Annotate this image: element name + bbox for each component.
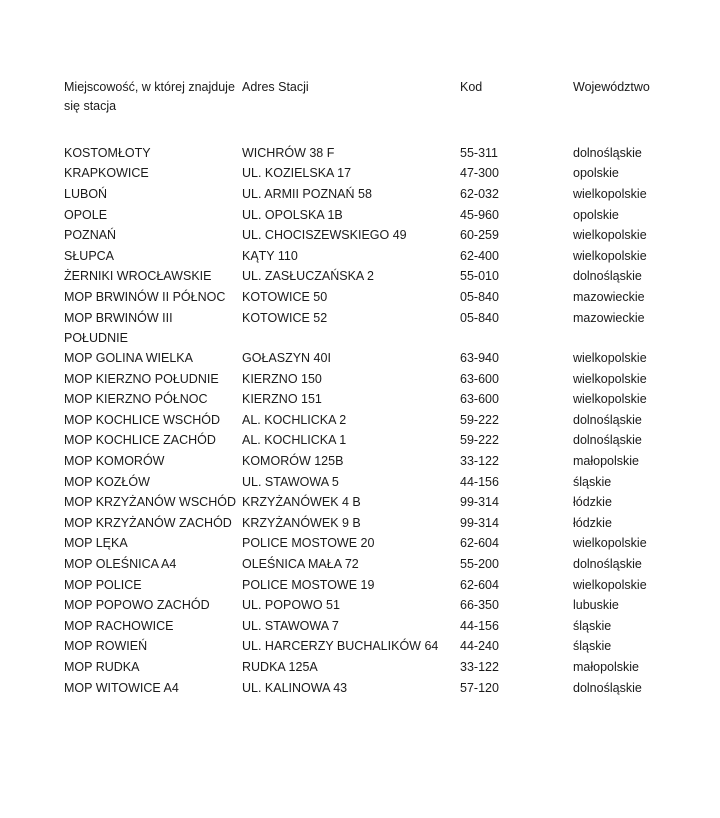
cell-code: 33-122 — [460, 453, 499, 468]
cell-code: 47-300 — [460, 166, 499, 181]
cell-town: ŻERNIKI WROCŁAWSKIE — [64, 269, 212, 284]
cell-code: 62-604 — [460, 536, 499, 551]
cell-code: 59-222 — [460, 433, 499, 448]
cell-voivodeship: wielkopolskie — [573, 351, 647, 365]
cell-voivodeship: dolnośląskie — [573, 556, 642, 571]
cell-code: 33-122 — [460, 659, 499, 674]
cell-address: POLICE MOSTOWE 20 — [242, 536, 375, 551]
table-row — [64, 492, 720, 513]
table-row — [64, 163, 720, 184]
table-header — [64, 78, 720, 143]
cell-address: UL. STAWOWA 5 — [242, 474, 339, 489]
cell-town: MOP OLEŚNICA A4 — [64, 556, 177, 571]
cell-address: POLICE MOSTOWE 19 — [242, 577, 375, 592]
table-row — [64, 287, 720, 308]
cell-code: 57-120 — [460, 680, 499, 695]
table-row — [64, 533, 720, 554]
cell-town: LUBOŃ — [64, 186, 108, 201]
cell-town: MOP WITOWICE A4 — [64, 680, 179, 695]
cell-code: 44-240 — [460, 639, 499, 654]
cell-address: KOMORÓW 125B — [242, 453, 344, 468]
table-row — [64, 369, 720, 390]
cell-voivodeship: mazowieckie — [573, 310, 645, 325]
cell-address: UL. ZASŁUCZAŃSKA 2 — [242, 269, 374, 284]
cell-town: POZNAŃ — [64, 228, 117, 243]
cell-address: KIERZNO 150 — [242, 371, 322, 386]
cell-voivodeship: wielkopolskie — [573, 228, 647, 243]
cell-voivodeship: wielkopolskie — [573, 536, 647, 551]
cell-address: AL. KOCHLICKA 2 — [242, 412, 347, 427]
cell-address: UL. KOZIELSKA 17 — [242, 166, 352, 181]
cell-address: KRZYŻANÓWEK 9 B — [242, 515, 361, 530]
cell-voivodeship: dolnośląskie — [573, 433, 642, 448]
cell-code: 62-604 — [460, 577, 499, 592]
cell-code: 44-156 — [460, 618, 499, 633]
cell-code: 62-032 — [460, 186, 499, 201]
table-row — [64, 616, 720, 637]
table-row — [64, 246, 720, 267]
cell-voivodeship: małopolskie — [573, 453, 640, 468]
cell-code: 63-600 — [460, 371, 499, 386]
cell-town: MOP POPOWO ZACHÓD — [64, 598, 210, 613]
stations-table — [64, 78, 720, 698]
cell-town: SŁUPCA — [64, 248, 115, 263]
table-row — [64, 554, 720, 575]
column-header-voivodeship: Województwo — [573, 80, 650, 94]
cell-address: KĄTY 110 — [242, 248, 298, 263]
table-row — [64, 513, 720, 534]
cell-code: 05-840 — [460, 310, 499, 325]
column-header-address: Adres Stacji — [242, 80, 309, 94]
cell-address: UL. KALINOWA 43 — [242, 680, 348, 695]
cell-town: KRAPKOWICE — [64, 166, 149, 181]
cell-voivodeship: łódzkie — [573, 495, 612, 510]
cell-voivodeship: dolnośląskie — [573, 412, 642, 427]
table-row — [64, 595, 720, 616]
column-header-code: Kod — [460, 80, 483, 94]
table-row — [64, 143, 720, 164]
cell-address: UL. STAWOWA 7 — [242, 618, 339, 633]
cell-code: 63-600 — [460, 392, 499, 407]
cell-town: MOP KOCHLICE ZACHÓD — [64, 433, 216, 448]
table-row — [64, 266, 720, 287]
cell-voivodeship: wielkopolskie — [573, 392, 647, 407]
cell-address: AL. KOCHLICKA 1 — [242, 433, 347, 448]
cell-code: 55-200 — [460, 556, 499, 571]
table-row — [64, 225, 720, 246]
cell-code: 63-940 — [460, 351, 499, 365]
cell-address: KOTOWICE 52 — [242, 310, 328, 325]
cell-address: UL. HARCERZY BUCHALIKÓW 64 — [242, 639, 439, 654]
table-row — [64, 308, 720, 349]
cell-code: 62-400 — [460, 248, 499, 263]
cell-town: MOP KOMORÓW — [64, 453, 165, 468]
cell-code: 05-840 — [460, 289, 499, 304]
table-row — [64, 575, 720, 596]
cell-code: 66-350 — [460, 598, 499, 613]
cell-address: GOŁASZYN 40I — [242, 351, 331, 365]
table-body — [64, 143, 720, 698]
table-row — [64, 389, 720, 410]
cell-address: KRZYŻANÓWEK 4 B — [242, 495, 361, 510]
table-row — [64, 205, 720, 226]
table-row — [64, 657, 720, 678]
cell-town: MOP KOZŁÓW — [64, 474, 150, 489]
table-row — [64, 451, 720, 472]
cell-code: 44-156 — [460, 474, 499, 489]
column-header-town: Miejscowość, w której znajduje się stacja — [64, 80, 235, 114]
cell-voivodeship: łódzkie — [573, 515, 612, 530]
cell-town: MOP KOCHLICE WSCHÓD — [64, 412, 221, 427]
cell-voivodeship: dolnośląskie — [573, 145, 642, 160]
table-row — [64, 472, 720, 493]
cell-code: 99-314 — [460, 495, 499, 510]
cell-code: 59-222 — [460, 412, 499, 427]
cell-town: MOP BRWINÓW III POŁUDNIE — [64, 310, 173, 345]
cell-town: MOP RACHOWICE — [64, 618, 174, 633]
cell-address: OLEŚNICA MAŁA 72 — [242, 556, 359, 571]
cell-voivodeship: wielkopolskie — [573, 577, 647, 592]
cell-town: MOP POLICE — [64, 577, 142, 592]
cell-voivodeship: dolnośląskie — [573, 680, 642, 695]
cell-voivodeship: śląskie — [573, 639, 612, 654]
cell-town: MOP KRZYŻANÓW WSCHÓD — [64, 495, 236, 510]
cell-town: MOP GOLINA WIELKA — [64, 351, 193, 365]
cell-town: KOSTOMŁOTY — [64, 145, 151, 160]
cell-code: 55-311 — [460, 145, 498, 160]
cell-voivodeship: mazowieckie — [573, 289, 645, 304]
cell-voivodeship: wielkopolskie — [573, 186, 647, 201]
table-row — [64, 348, 720, 369]
cell-code: 99-314 — [460, 515, 499, 530]
cell-town: MOP KRZYŻANÓW ZACHÓD — [64, 515, 232, 530]
cell-voivodeship: wielkopolskie — [573, 248, 647, 263]
cell-voivodeship: śląskie — [573, 474, 612, 489]
cell-code: 55-010 — [460, 269, 499, 284]
cell-voivodeship: małopolskie — [573, 659, 640, 674]
cell-code: 45-960 — [460, 207, 499, 222]
cell-voivodeship: śląskie — [573, 618, 612, 633]
table-row — [64, 184, 720, 205]
cell-town: MOP KIERZNO POŁUDNIE — [64, 371, 219, 386]
cell-voivodeship: lubuskie — [573, 598, 619, 613]
table-row — [64, 430, 720, 451]
cell-voivodeship: wielkopolskie — [573, 371, 647, 386]
cell-address: KOTOWICE 50 — [242, 289, 328, 304]
cell-town: MOP LĘKA — [64, 536, 128, 551]
cell-address: UL. CHOCISZEWSKIEGO 49 — [242, 228, 407, 243]
cell-voivodeship: dolnośląskie — [573, 269, 642, 284]
cell-address: WICHRÓW 38 F — [242, 145, 335, 160]
cell-voivodeship: opolskie — [573, 207, 619, 222]
cell-town: OPOLE — [64, 207, 108, 222]
table-row — [64, 636, 720, 657]
cell-town: MOP RUDKA — [64, 659, 140, 674]
cell-town: MOP KIERZNO PÓŁNOC — [64, 392, 208, 407]
cell-address: KIERZNO 151 — [242, 392, 322, 407]
table-row — [64, 410, 720, 431]
cell-address: UL. ARMII POZNAŃ 58 — [242, 186, 372, 201]
cell-town: MOP BRWINÓW II PÓŁNOC — [64, 289, 226, 304]
cell-address: UL. OPOLSKA 1B — [242, 207, 343, 222]
cell-voivodeship: opolskie — [573, 166, 619, 181]
cell-town: MOP ROWIEŃ — [64, 639, 148, 654]
cell-code: 60-259 — [460, 228, 499, 243]
table-header-row — [64, 78, 720, 143]
cell-address: UL. POPOWO 51 — [242, 598, 340, 613]
cell-address: RUDKA 125A — [242, 659, 318, 674]
table-row — [64, 678, 720, 699]
